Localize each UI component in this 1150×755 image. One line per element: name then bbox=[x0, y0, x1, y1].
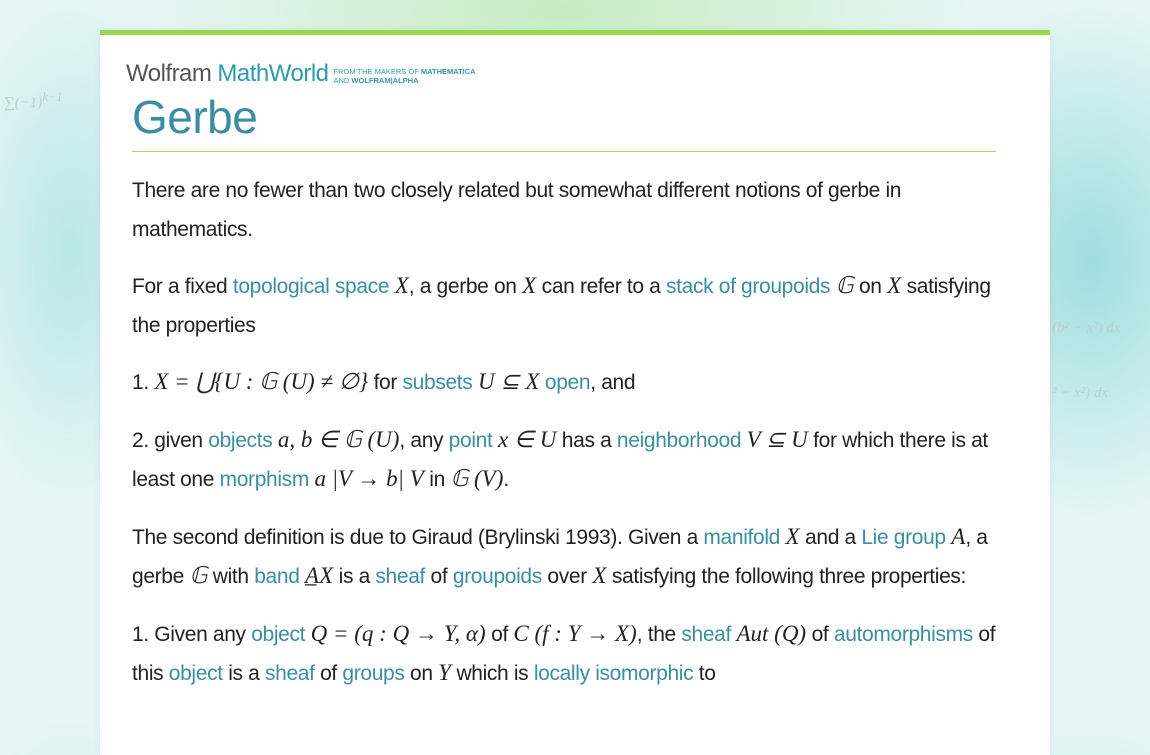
math-expression: A̲X bbox=[305, 563, 334, 588]
term-link[interactable]: morphism bbox=[219, 468, 309, 491]
text: on bbox=[853, 275, 888, 298]
math-expression: Aut (Q) bbox=[736, 620, 807, 646]
text: to bbox=[693, 662, 716, 685]
text: 1. bbox=[132, 371, 155, 394]
article-body bbox=[132, 172, 1002, 712]
term-link[interactable]: point bbox=[448, 428, 493, 452]
background-formula: $\sum(-1)^{k-1}$ bbox=[4, 90, 63, 111]
math-expression: U ⊆ X bbox=[477, 369, 540, 394]
text: The second definition is due to Giraud (Brylinski 1993). Given a bbox=[132, 525, 704, 549]
title-divider bbox=[132, 151, 996, 152]
text: , a gerbe bbox=[132, 525, 988, 588]
paragraph bbox=[132, 172, 1002, 249]
text: . bbox=[503, 468, 509, 491]
math-expression: 𝔾 bbox=[189, 563, 208, 588]
text: , a gerbe on bbox=[408, 275, 523, 298]
tagline-text: FROM THE MAKERS OF bbox=[333, 67, 421, 76]
text: is a bbox=[333, 565, 376, 588]
text: has a bbox=[556, 428, 617, 452]
term-link[interactable]: automorphisms bbox=[833, 622, 973, 646]
term-link[interactable]: groupoids bbox=[452, 565, 542, 588]
paragraph bbox=[132, 363, 1002, 403]
text: 2. given bbox=[132, 428, 209, 452]
term-link[interactable]: neighborhood bbox=[616, 428, 742, 452]
logo-brand: Wolfram bbox=[126, 60, 212, 87]
text: which is bbox=[450, 662, 534, 685]
paragraph bbox=[132, 421, 1002, 500]
text: of bbox=[806, 622, 834, 646]
math-expression: a |V → b| V bbox=[314, 466, 424, 491]
math-expression: X = ⋃{U : 𝔾 (U) ≠ ∅} bbox=[154, 369, 369, 394]
text: For a fixed bbox=[132, 275, 233, 298]
term-link[interactable]: stack of groupoids bbox=[666, 275, 831, 298]
paragraph bbox=[132, 615, 1002, 694]
math-expression: A bbox=[951, 523, 966, 549]
text: , any bbox=[399, 428, 449, 452]
logo-product: MathWorld bbox=[217, 60, 329, 87]
term-link[interactable]: objects bbox=[208, 428, 273, 452]
term-link[interactable]: band bbox=[254, 565, 300, 588]
math-expression: X bbox=[522, 273, 537, 298]
article-card bbox=[100, 30, 1050, 755]
text: and a bbox=[799, 525, 862, 549]
math-expression: x ∈ U bbox=[497, 426, 557, 452]
text: over bbox=[541, 565, 593, 588]
math-expression: Y bbox=[438, 660, 451, 685]
background-formula: ² − x²) dx bbox=[1052, 385, 1109, 401]
math-expression: X bbox=[592, 563, 607, 588]
math-expression: a, b ∈ 𝔾 (U) bbox=[277, 426, 400, 452]
math-expression: 𝔾 (V) bbox=[450, 466, 504, 491]
paragraph bbox=[132, 267, 1002, 345]
term-link[interactable]: open bbox=[544, 371, 591, 394]
logo-tagline bbox=[334, 67, 476, 85]
page-title: Gerbe bbox=[132, 91, 258, 143]
math-expression: X bbox=[785, 523, 800, 549]
term-link[interactable]: groups bbox=[342, 662, 405, 685]
term-link[interactable]: manifold bbox=[703, 525, 780, 549]
term-link[interactable]: sheaf bbox=[681, 622, 731, 646]
text: is a bbox=[222, 662, 265, 685]
term-link[interactable]: subsets bbox=[402, 371, 473, 394]
text: for which there is at least one bbox=[132, 428, 988, 491]
text: in bbox=[423, 468, 451, 491]
math-expression: X bbox=[887, 273, 902, 298]
text: on bbox=[404, 662, 439, 685]
text: , the bbox=[636, 622, 682, 646]
term-link[interactable]: sheaf bbox=[375, 565, 426, 588]
term-link[interactable]: sheaf bbox=[264, 662, 315, 685]
math-expression: C (f : Y → X) bbox=[513, 620, 637, 646]
text: satisfying the properties bbox=[132, 275, 991, 337]
paragraph bbox=[132, 518, 1002, 597]
math-expression: 𝔾 bbox=[835, 273, 854, 298]
tagline-text: WOLFRAM|ALPHA bbox=[351, 76, 419, 85]
text: with bbox=[207, 565, 255, 588]
text: 1. Given any bbox=[132, 622, 252, 646]
term-link[interactable]: topological space bbox=[232, 275, 390, 298]
math-expression: X bbox=[394, 273, 409, 298]
wolfram-mathworld-logo[interactable] bbox=[126, 60, 476, 88]
text: of bbox=[485, 622, 514, 646]
term-link[interactable]: locally isomorphic bbox=[533, 662, 694, 685]
term-link[interactable]: object bbox=[168, 662, 223, 685]
tagline-text: AND bbox=[333, 76, 352, 85]
text: can refer to a bbox=[536, 275, 666, 298]
background-formula: (b² − x²) dx bbox=[1052, 320, 1121, 336]
math-expression: Q = (q : Q → Y, α) bbox=[310, 620, 486, 646]
text: , and bbox=[590, 371, 636, 394]
text: for bbox=[368, 371, 403, 394]
text: of this bbox=[132, 622, 996, 685]
term-link[interactable]: object bbox=[251, 622, 306, 646]
text: of bbox=[425, 565, 453, 588]
math-expression: V ⊆ U bbox=[746, 426, 808, 452]
text: satisfying the following three properties: bbox=[606, 565, 967, 588]
tagline-text: MATHEMATICA bbox=[420, 67, 476, 76]
text: There are no fewer than two closely related but somewhat different notions of gerbe in mathematics. bbox=[132, 179, 902, 241]
text: of bbox=[314, 662, 343, 685]
term-link[interactable]: Lie group bbox=[861, 525, 946, 549]
